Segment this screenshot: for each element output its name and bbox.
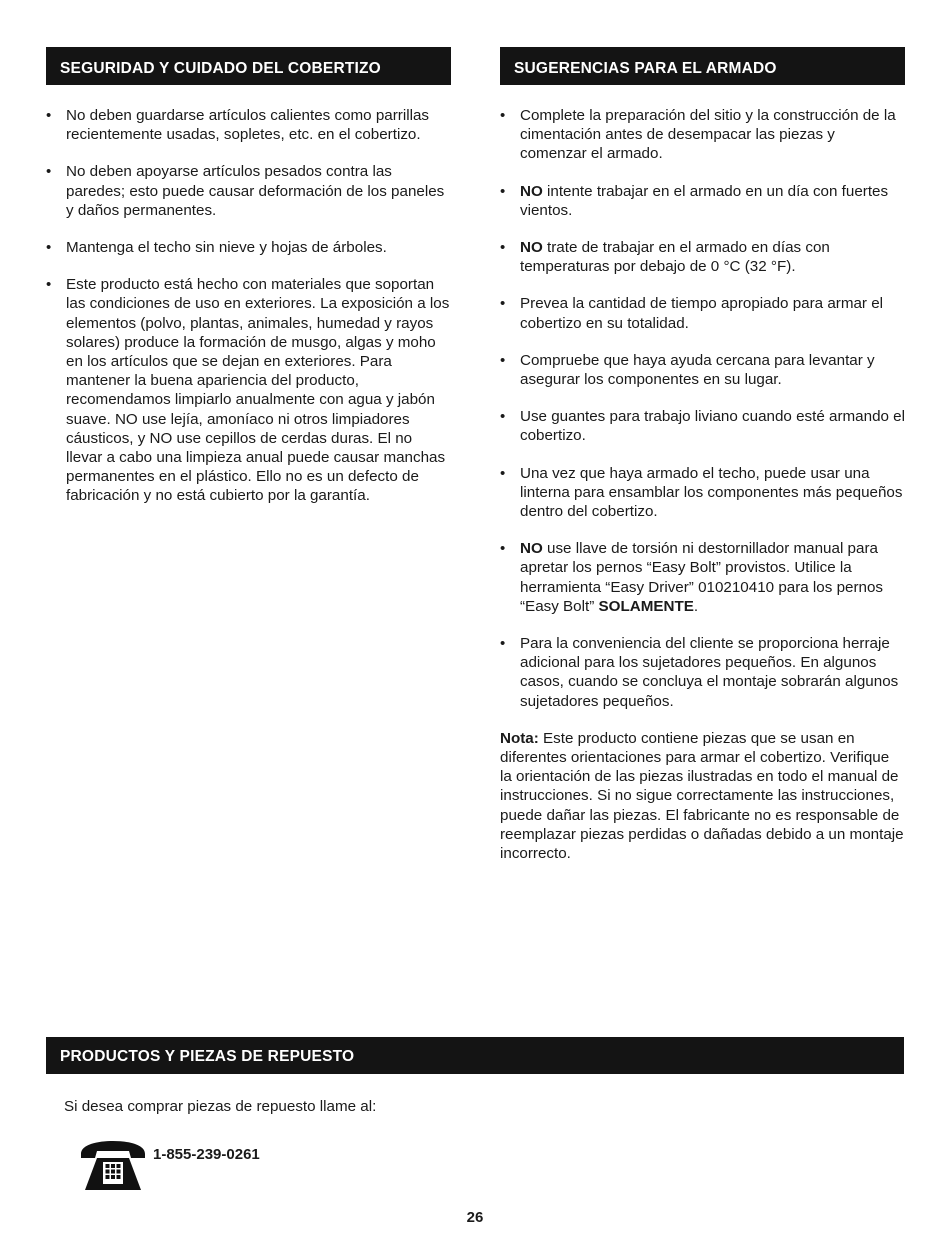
- page-number: 26: [466, 1209, 484, 1226]
- safety-care-section: [46, 47, 451, 524]
- list-item-text: .: [693, 597, 699, 615]
- list-item-text: trate de trabajar en el armado en días con temperaturas por debajo de 0 °C (32 °F).: [520, 239, 830, 276]
- list-item: • Prevea la cantidad de tiempo apropiado para armar el cobertizo en su totalidad.: [500, 294, 905, 332]
- section-title-tips: SUGERENCIAS PARA EL ARMADO: [500, 47, 905, 85]
- list-item: • No deben guardarse artículos calientes como parrillas recientemente usadas, sopletes, etc. en el cobertizo.: [46, 106, 451, 144]
- list-item: [500, 539, 905, 616]
- section-title-safety: SEGURIDAD Y CUIDADO DEL COBERTIZO: [46, 47, 451, 85]
- list-item: • Para la conveniencia del cliente se proporciona herraje adicional para los sujetadores pequeños. En algunos casos, cuando se concluya el montaje sobrarán algunos sujetadores pequeños.: [500, 634, 905, 711]
- emphasis: NO: [520, 540, 543, 558]
- list-item: • No deben apoyarse artículos pesados contra las paredes; esto puede causar deformación de los paneles y daños permanentes.: [46, 162, 451, 220]
- emphasis: NO: [520, 182, 543, 200]
- list-item-text: intente trabajar en el armado en un día con fuertes vientos.: [520, 182, 889, 219]
- keypad-buttons: [106, 1164, 121, 1179]
- list-item-text: use llave de torsión ni destornillador manual para apretar los pernos “Easy Bolt” provistos. Utilice la herramienta “Easy Driver” 010210410 para los pernos “Easy Bolt”: [520, 540, 884, 615]
- replacement-parts-section: [46, 1037, 904, 1074]
- note-label: Nota:: [500, 729, 539, 747]
- list-item: [500, 238, 905, 276]
- parts-intro-text: Si desea comprar piezas de repuesto llame al:: [64, 1098, 377, 1115]
- list-item: • Use guantes para trabajo liviano cuando esté armando el cobertizo.: [500, 407, 905, 445]
- section-title-parts: PRODUCTOS Y PIEZAS DE REPUESTO: [46, 1037, 904, 1074]
- list-item: • Complete la preparación del sitio y la construcción de la cimentación antes de desempacar las piezas y comenzar el armado.: [500, 106, 905, 164]
- note-paragraph: [500, 729, 905, 863]
- emphasis: SOLAMENTE: [598, 597, 694, 615]
- safety-list: [46, 106, 451, 506]
- list-item: • Una vez que haya armado el techo, puede usar una linterna para ensamblar los componentes más pequeños dentro del cobertizo.: [500, 464, 905, 522]
- telephone-icon: [79, 1140, 147, 1192]
- list-item: [500, 182, 905, 220]
- tips-list: [500, 106, 905, 711]
- assembly-tips-section: [500, 47, 905, 863]
- list-item: • Compruebe que haya ayuda cercana para levantar y asegurar los componentes en su lugar.: [500, 351, 905, 389]
- list-item: • Este producto está hecho con materiales que soportan las condiciones de uso en exteriores. La exposición a los elementos (polvo, plantas, animales, humedad y rayos solares) produce la formación de musgo, algas y moho en los artículos que se dejan en exteriores. Para mantener la buena apariencia del producto, recomendamos limpiarlo anualmente con agua y jabón suave. NO use lejía, amoníaco ni otros limpiadores cáusticos, y NO use cepillos de cerdas duras. El no llevar a cabo una limpieza anual puede causar manchas permanentes en el plástico. Ello no es un defecto de fabricación y no está cubierto por la garantía.: [46, 275, 451, 505]
- phone-number: 1-855-239-0261: [153, 1146, 260, 1163]
- list-item: • Mantenga el techo sin nieve y hojas de árboles.: [46, 238, 451, 257]
- emphasis: NO: [520, 239, 543, 257]
- note-text: Este producto contiene piezas que se usan en diferentes orientaciones para armar el cobertizo. Verifique la orientación de las piezas ilustradas en todo el manual de instrucciones. Si no sigue correctamente las instrucciones, puede dañar las piezas. El fabricante no es responsable de reemplazar piezas perdidas o dañadas debido a un montaje incorrecto.: [500, 729, 904, 863]
- handset: [81, 1141, 145, 1158]
